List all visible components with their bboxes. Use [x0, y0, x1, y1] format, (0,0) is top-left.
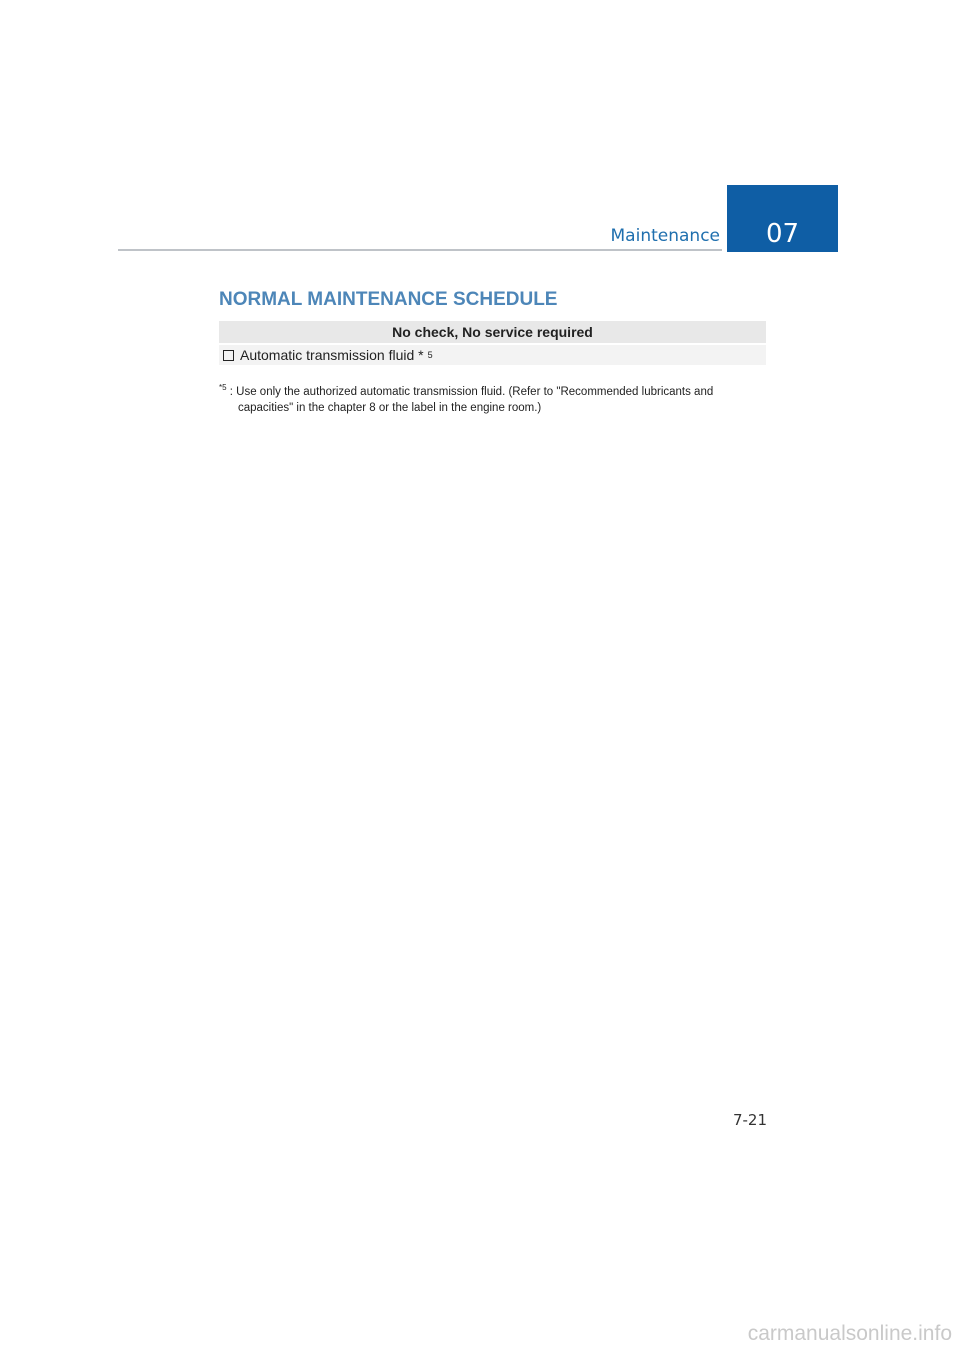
footnote-mark: *5	[219, 383, 227, 392]
chapter-name: Maintenance	[610, 226, 720, 246]
row-label: Automatic transmission fluid *	[240, 347, 424, 363]
footnote	[219, 380, 771, 416]
table-heading: No check, No service required	[219, 321, 766, 343]
table-row	[219, 345, 766, 365]
row-footnote-mark: 5	[427, 350, 433, 360]
section-title: NORMAL MAINTENANCE SCHEDULE	[219, 289, 558, 310]
page-number: 7-21	[732, 1111, 767, 1129]
header-rule	[118, 249, 722, 251]
footnote-line-2: capacities" in the chapter 8 or the label in the engine room.)	[238, 401, 542, 414]
checkbox-icon	[223, 350, 234, 361]
footnote-line-1: : Use only the authorized automatic transmission fluid. (Refer to "Recommended lubricants and	[229, 385, 714, 398]
maintenance-table	[219, 321, 766, 365]
chapter-tab	[727, 185, 838, 252]
watermark: carmanualsonline.info	[747, 1322, 952, 1345]
chapter-number: 07	[765, 219, 800, 249]
